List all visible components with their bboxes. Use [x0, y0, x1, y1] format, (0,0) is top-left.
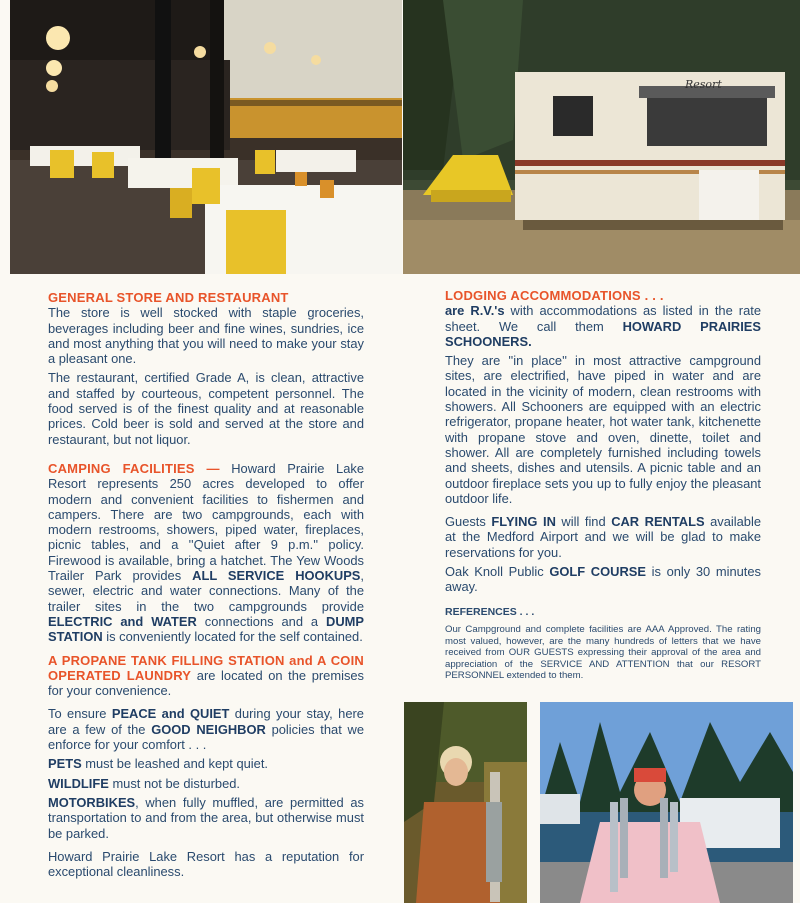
pets-rule: PETS must be leashed and kept quiet. [48, 756, 268, 772]
references-heading: REFERENCES . . . [445, 605, 535, 618]
restaurant-photo [10, 0, 402, 274]
cleanliness-paragraph: Howard Prairie Lake Resort has a reputation for exceptional cleanliness. [48, 848, 364, 880]
restaurant-paragraph: The restaurant, certified Grade A, is clean, attractive and staffed by courteous, competent personnel. The food served is of the finest quality and at reasonable prices. Cold beer is sold and served at the store and restaurant, but not liquor. [48, 370, 364, 447]
right-column [445, 288, 761, 682]
lodging-intro: are R.V.'s with accommodations as listed in the rate sheet. We call them HOWARD PRAIRIES SCHOONERS. [445, 303, 762, 349]
left-column [48, 290, 364, 883]
propane-heading: A PROPANE TANK FILLING STATION and A COIN OPERATED LAUNDRY [48, 652, 364, 683]
lodging-heading: LODGING ACCOMMODATIONS . . . [445, 288, 664, 303]
propane-paragraph: A PROPANE TANK FILLING STATION and A COIN OPERATED LAUNDRY are located on the premises for your convenience. [48, 652, 364, 699]
woman-with-fish-photo [404, 702, 527, 903]
general-store-heading: GENERAL STORE AND RESTAURANT [48, 290, 289, 305]
man-with-fish-photo [540, 702, 793, 903]
camping-paragraph: CAMPING FACILITIES — Howard Prairie Lake Resort represents 250 acres developed to offer modern and convenient facilities to fishermen and campers. There are two campgrounds, each with modern restrooms, showers, piped water, fireplaces, picnic tables, and a ''Quiet after 9 p.m.'' policy. Firewood is available, bring a hatchet. The Yew Woods Trailer Park provides ALL SERVICE HOOKUPS, sewer, electric and water connections. Many of the trailer sites in the two campgrounds provide ELECTRIC and WATER connections and a DUMP STATION is conveniently located for the self contained. [48, 460, 364, 645]
store-paragraph: The store is well stocked with staple groceries, beverages including beer and fine wines, sundries, ice and most anything that you will need to make your stay a pleasant one. [48, 305, 364, 367]
peace-paragraph: To ensure PEACE and QUIET during your stay, here are a few of the GOOD NEIGHBOR policies that we enforce for your comfort . . . [48, 706, 365, 753]
motorbikes-rule: MOTORBIKES, when fully muffled, are permitted as transportation to and from the area, but otherwise must be parked. [48, 794, 364, 841]
trailer-logo: Resort [685, 78, 722, 91]
references-paragraph: Our Campground and complete facilities are AAA Approved. The rating most valued, however, are the many hundreds of letters that we have received from OUR GUESTS expressing their approval of the area and appreciation of the SERVICE AND ATTENTION that our RESORT PERSONNEL extended to them. [445, 623, 761, 682]
golf-paragraph: Oak Knoll Public GOLF COURSE is only 30 minutes away. [445, 564, 761, 595]
trailer-campsite-photo [403, 0, 800, 274]
wildlife-rule: WILDLIFE must not be disturbed. [48, 775, 240, 791]
flying-paragraph: Guests FLYING IN will find CAR RENTALS available at the Medford Airport and we will be glad to make reservations for you. [445, 514, 761, 560]
camping-heading: CAMPING FACILITIES — [48, 460, 220, 476]
schooners-paragraph: They are ''in place'' in most attractive campground sites, are electrified, have piped in water and are located in the vicinity of modern, clean restrooms with showers. All Schooners are equipped with an electric refrigerator, propane heater, hot water tank, kitchenette with propane stove and oven, dinette, toilet and shower. All are completely furnished including towels and sheets, dishes and utensils. A picnic table and an outdoor fireplace sets you up to fully enjoy the pleasant outdoor life. [445, 353, 761, 506]
